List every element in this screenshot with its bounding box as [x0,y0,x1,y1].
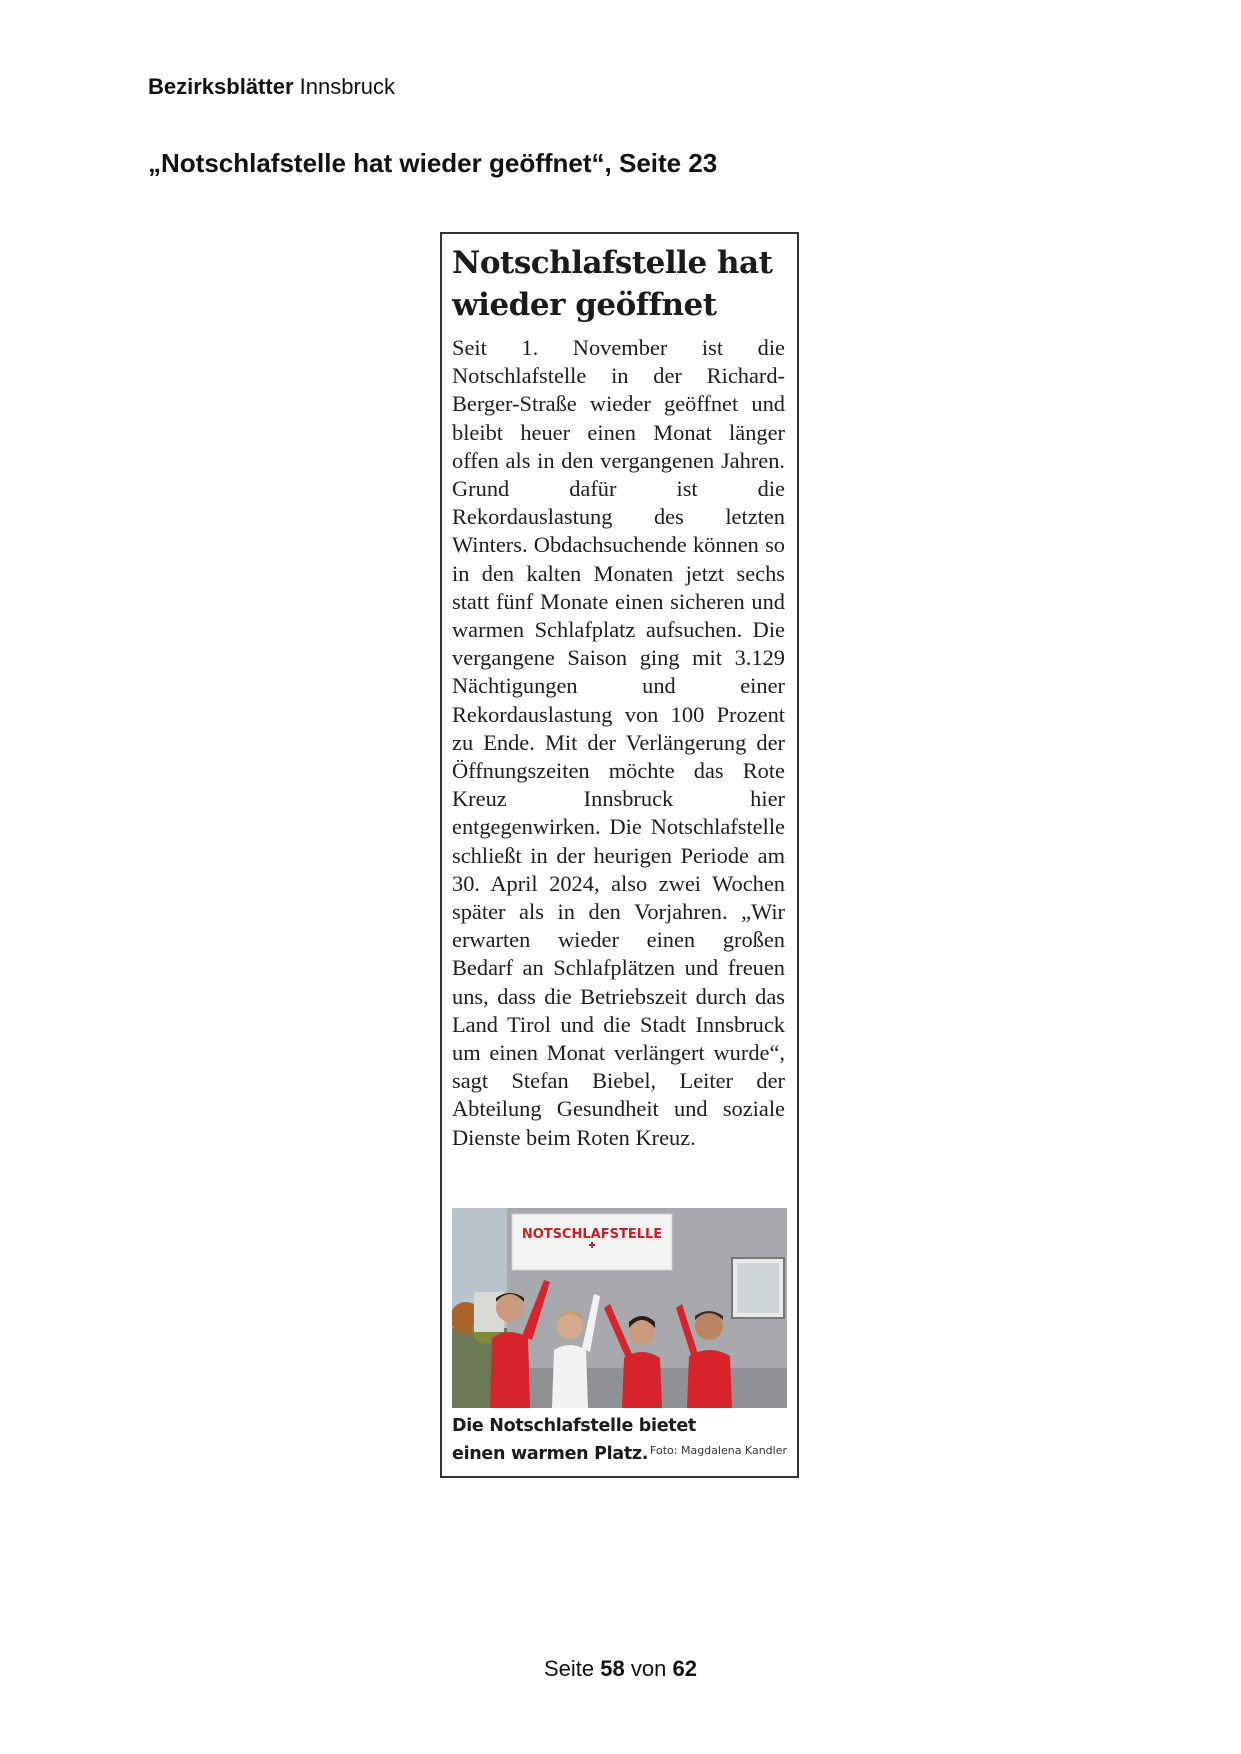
total-page-number: 62 [672,1656,697,1681]
photo-sign-text: NOTSCHLAFSTELLE [521,1227,663,1242]
clipping-heading: „Notschlafstelle hat wieder geöffnet“, Seite 23 [148,148,718,178]
photo-caption [452,1412,787,1472]
article-headline: Notschlafstelle hat wieder geöffnet [452,245,773,323]
article-photo [452,1208,787,1408]
current-page-number: 58 [600,1656,625,1681]
page-footer [0,1656,1241,1682]
article-body: Seit 1. November ist die Notschlafstelle in der Richard-Berger-Straße wieder geöffnet und bleibt heuer einen Monat länger offen als in den vergangenen Jahren. Grund dafür ist die Rekordauslastung des letzten Winters. Obdachsuchende können so in den kalten Monaten jetzt sechs statt fünf Monate einen sicheren und warmen Schlafplatz aufsuchen. Die vergangene Saison ging mit 3.129 Nächtigungen und einer Rekordauslastung von 100 Prozent zu Ende. Mit der Verlängerung der Öffnungszeiten möchte das Rote Kreuz Innsbruck hier entgegenwirken. Die Notschlafstelle schließt in der heurigen Periode am 30. April 2024, also zwei Wochen später als in den Vorjahren. „Wir erwarten wieder einen großen Bedarf an Schlafplätzen und freuen uns, dass die Betriebszeit durch das Land Tirol und die Stadt Innsbruck um einen Monat verlängert wurde“, sagt Stefan Biebel, Leiter der Abteilung Gesundheit und soziale Dienste beim Roten Kreuz. [452,335,785,1150]
newspaper-clipping [440,232,799,1478]
photo-credit: Foto: Magdalena Kandler [650,1444,787,1457]
publication-name [148,74,395,100]
publication-name-bold: Bezirksblätter [148,74,294,99]
photo-illustration [452,1208,787,1408]
footer-prefix: Seite [544,1656,595,1681]
caption-text: Die Notschlafstelle bietet einen warmen Platz. [452,1416,696,1464]
publication-name-region: Innsbruck [299,74,396,99]
footer-middle: von [630,1656,667,1681]
